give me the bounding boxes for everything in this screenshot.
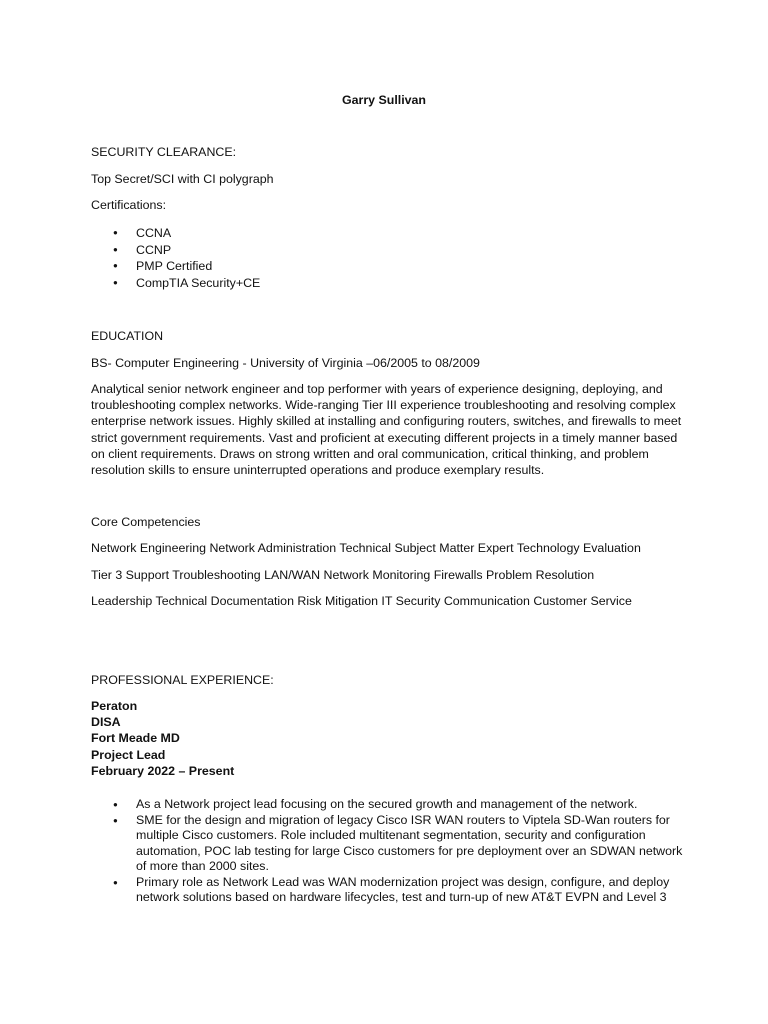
job-header [91,698,234,779]
list-item: ● As a Network project lead focusing on the secured growth and management of the network. [91,797,691,813]
certifications-list [91,225,260,291]
summary-paragraph: Analytical senior network engineer and top performer with years of experience designing, deploying, and troubleshooting complex networks. Wide-ranging Tier III experience troubleshooting and resolving complex enterprise network issues. Highly skilled at installing and configuring routers, switches, and firewalls to meet strict government requirements. Vast and proficient at executing different projects in a timely manner based on client requirements. Draws on strong written and oral communication, critical thinking, and problem resolution skills to ensure uninterrupted operations and produce exemplary results. [91,382,682,478]
competencies-line: Tier 3 Support Troubleshooting LAN/WAN Network Monitoring Firewalls Problem Resolution [91,568,595,582]
job-location: Fort Meade MD [91,731,180,746]
list-item: ● CCNA [91,225,260,242]
job-title: Project Lead [91,747,166,762]
clearance-heading: SECURITY CLEARANCE: [91,145,237,159]
clearance-value: Top Secret/SCI with CI polygraph [91,172,274,186]
list-item: ● PMP Certified [91,258,260,275]
competencies-line: Network Engineering Network Administration Technical Subject Matter Expert Technology Evaluation [91,541,641,555]
education-heading: EDUCATION [91,329,164,343]
client-name: DISA [91,715,121,730]
job-dates: February 2022 – Present [91,763,235,778]
certifications-heading: Certifications: [91,198,167,212]
list-item: ● Primary role as Network Lead was WAN modernization project was design, configure, and deploy network solutions based on hardware lifecycles, test and turn-up of new AT&T EVPN and Level 3 [91,875,691,906]
candidate-name: Garry Sullivan [341,93,427,107]
experience-bullets [91,797,691,906]
competencies-line: Leadership Technical Documentation Risk Mitigation IT Security Communication Customer Service [91,594,632,608]
list-item: ● CCNP [91,242,260,259]
list-item: ● SME for the design and migration of legacy Cisco ISR WAN routers to Viptela SD-Wan routers for multiple Cisco customers. Role included multitenant segmentation, security and configuration automation, POC lab testing for large Cisco customers for pre deployment over an SDWAN network of more than 2000 sites. [91,813,691,875]
competencies-heading: Core Competencies [91,515,201,529]
experience-heading: PROFESSIONAL EXPERIENCE: [91,673,274,687]
education-degree: BS- Computer Engineering - University of Virginia –06/2005 to 08/2009 [91,356,480,370]
company-name: Peraton [91,699,138,713]
list-item: ● CompTIA Security+CE [91,275,260,292]
